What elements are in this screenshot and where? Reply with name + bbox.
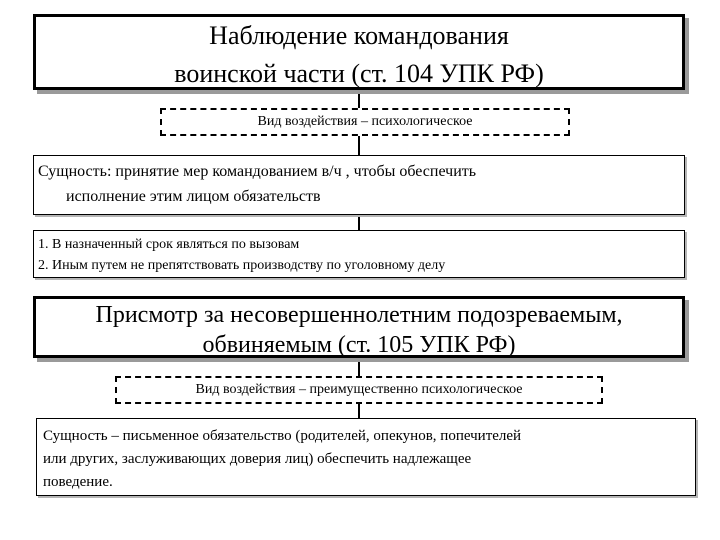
connector-essence1-obligations bbox=[358, 215, 360, 230]
essence-line-2: или других, заслуживающих доверия лиц) обеспечить надлежащее bbox=[43, 451, 472, 467]
title-box-supervision-command bbox=[33, 14, 685, 90]
impact-box-1 bbox=[160, 108, 570, 136]
essence-line-1: Сущность: принятие мер командованием в/ч , чтобы обеспечить bbox=[38, 163, 477, 180]
obligations-box bbox=[33, 230, 685, 278]
impact-text-2: Вид воздействия – преимущественно психологическое bbox=[195, 382, 523, 397]
impact-text-1: Вид воздействия – психологическое bbox=[257, 114, 473, 129]
title-line-2: обвиняемым (ст. 105 УПК РФ) bbox=[202, 332, 516, 358]
connector-impact1-essence1 bbox=[358, 136, 360, 155]
essence-line-3: поведение. bbox=[43, 474, 113, 490]
obligation-item-2: 2. Иным путем не препятствовать производству по уголовному делу bbox=[38, 258, 446, 273]
impact-box-2 bbox=[115, 376, 603, 404]
connector-impact2-essence2 bbox=[358, 404, 360, 418]
title-line-1: Присмотр за несовершеннолетним подозреваемым, bbox=[95, 302, 623, 328]
essence-line-1: Сущность – письменное обязательство (родителей, опекунов, попечителей bbox=[43, 428, 522, 444]
essence-line-2: исполнение этим лицом обязательств bbox=[66, 188, 321, 205]
essence-box-1 bbox=[33, 155, 685, 215]
connector-title1-impact1 bbox=[358, 92, 360, 108]
title-line-2: воинской части (ст. 104 УПК РФ) bbox=[174, 59, 544, 88]
title-box-juvenile-supervision bbox=[33, 296, 685, 358]
title-line-1: Наблюдение командования bbox=[209, 21, 509, 50]
obligation-item-1: 1. В назначенный срок являться по вызовам bbox=[38, 237, 300, 252]
connector-title2-impact2 bbox=[358, 360, 360, 376]
essence-box-2 bbox=[36, 418, 696, 496]
